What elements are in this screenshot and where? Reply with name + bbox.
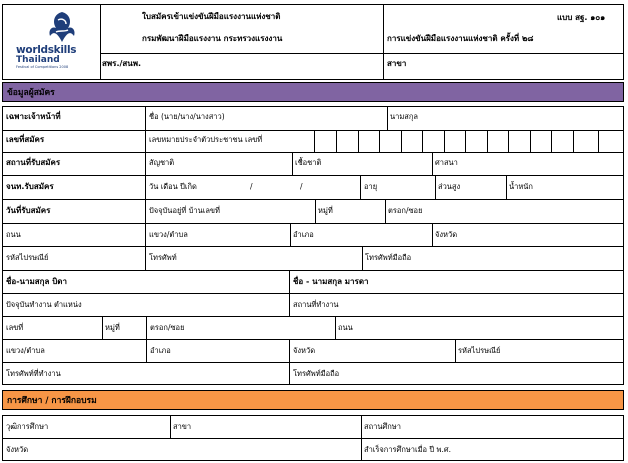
- logo-word-world: world: [16, 44, 48, 56]
- issuing-unit: สพร./สนพ.: [102, 59, 142, 68]
- phone-label: โทรศัพท์: [149, 253, 177, 262]
- logo-tagline: Festival of Competitions 2008: [16, 65, 69, 69]
- branch-label: สาขา: [387, 59, 407, 68]
- district-label: อำเภอ: [293, 230, 314, 239]
- subdistrict-label: แขวง/ตำบล: [149, 230, 188, 239]
- work-subdistrict-label: แขวง/ตำบล: [6, 346, 45, 355]
- id-number-label: เลขหมายประจำตัวประชาชน เลขที่: [149, 135, 263, 144]
- work-soi-label: ตรอก/ซอย: [150, 323, 185, 332]
- graduation-year-label: สำเร็จการศึกษาเมื่อ ปี พ.ศ.: [364, 445, 452, 454]
- race-label: เชื้อชาติ: [295, 158, 322, 167]
- application-place-label: สถานที่รับสมัคร: [6, 158, 61, 167]
- workplace-label: สถานที่ทำงาน: [293, 300, 339, 309]
- road-label: ถนน: [6, 230, 21, 239]
- work-province-label: จังหวัด: [293, 346, 316, 355]
- nationality-label: สัญชาติ: [149, 158, 175, 167]
- work-postcode-label: รหัสไปรษณีย์: [458, 346, 501, 355]
- work-district-label: อำเภอ: [150, 346, 171, 355]
- work-mobile-label: โทรศัพท์มือถือ: [293, 369, 340, 378]
- name-label: ชื่อ (นาย/นาง/นางสาว): [149, 112, 225, 121]
- worldskills-logo: [10, 8, 92, 69]
- province-label: จังหวัด: [435, 230, 458, 239]
- institution-label: สถานศึกษา: [364, 422, 401, 431]
- work-no-label: เลขที่: [6, 323, 24, 332]
- form-code: แบบ สฐ. ๑๐๑: [557, 13, 606, 22]
- dob-label: วัน เดือน ปีเกิด: [149, 182, 197, 191]
- form-title-line1: ใบสมัครเข้าแข่งขันฝีมือแรงงานแห่งชาติ: [142, 12, 281, 21]
- height-label: ส่วนสูง: [438, 182, 461, 191]
- applicant-section-header: ข้อมูลผู้สมัคร: [2, 82, 624, 102]
- education-section-header: การศึกษา / การฝึกอบรม: [2, 390, 624, 410]
- surname-label: นามสกุล: [390, 112, 418, 121]
- postcode-label: รหัสไปรษณีย์: [6, 253, 49, 262]
- age-label: อายุ: [364, 182, 378, 191]
- mobile-label: โทรศัพท์มือถือ: [365, 253, 412, 262]
- form-title-line2: กรมพัฒนาฝีมือแรงงาน กระทรวงแรงงาน: [142, 34, 283, 43]
- address-label: ปัจจุบันอยู่ที่ บ้านเลขที่: [149, 206, 220, 215]
- work-road-label: ถนน: [338, 323, 353, 332]
- mother-name-label: ชื่อ - นามสกุล มารดา: [293, 277, 369, 286]
- major-label: สาขา: [173, 422, 192, 431]
- skills-figure-icon: [44, 10, 80, 44]
- logo-word-skills: skills: [47, 44, 77, 56]
- application-date-label: วันที่รับสมัคร: [6, 206, 51, 215]
- degree-label: วุฒิการศึกษา: [6, 422, 49, 431]
- work-phone-label: โทรศัพท์ที่ทำงาน: [6, 369, 61, 378]
- application-no-label: เลขที่สมัคร: [6, 135, 45, 144]
- work-moo-label: หมู่ที่: [105, 323, 120, 332]
- work-position-label: ปัจจุบันทำงาน ตำแหน่ง: [6, 300, 82, 309]
- logo-country: Thailand: [16, 55, 60, 65]
- officer-only-label: เฉพาะเจ้าหน้าที่: [6, 112, 61, 121]
- application-officer-label: จนท.รับสมัคร: [6, 182, 54, 191]
- dob-separator-1: /: [250, 182, 253, 191]
- edu-province-label: จังหวัด: [6, 445, 29, 454]
- dob-separator-2: /: [300, 182, 303, 191]
- competition-title: การแข่งขันฝีมือแรงงานแห่งชาติ ครั้งที่ ๒๘: [387, 34, 534, 43]
- weight-label: น้ำหนัก: [509, 182, 533, 191]
- religion-label: ศาสนา: [435, 158, 458, 167]
- soi-label: ตรอก/ซอย: [388, 206, 423, 215]
- moo-label: หมู่ที่: [318, 206, 333, 215]
- father-name-label: ชื่อ-นามสกุล บิดา: [6, 277, 67, 286]
